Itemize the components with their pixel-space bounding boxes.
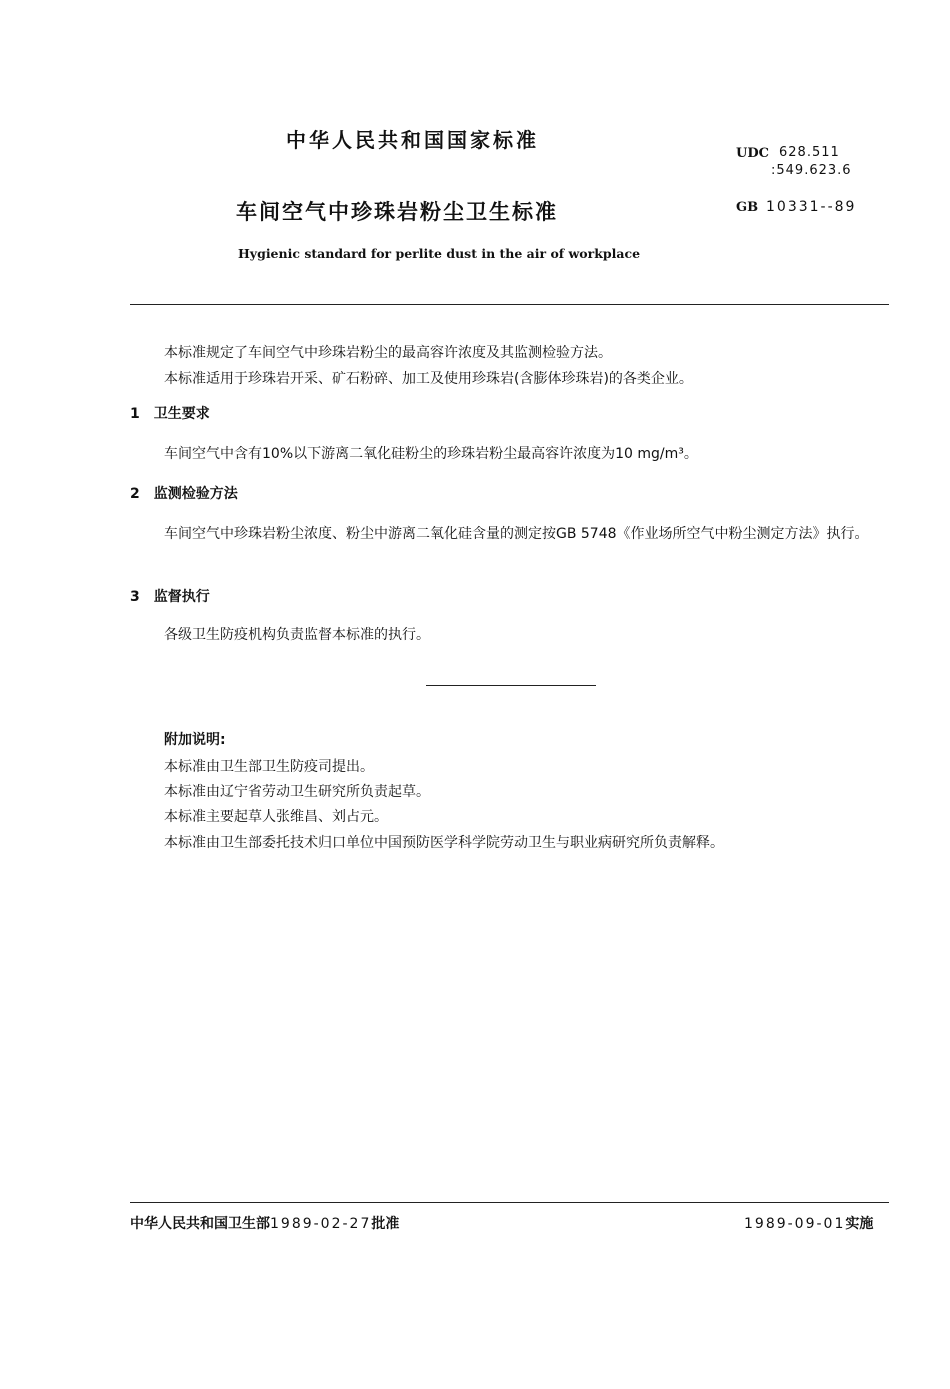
section-1-heading: 1 卫生要求 [130, 406, 210, 422]
top-divider [130, 304, 889, 305]
note-authors: 本标准主要起草人张维昌、刘占元。 [164, 809, 388, 825]
note-interpretation: 本标准由卫生部委托技术归口单位中国预防医学科学院劳动卫生与职业病研究所负责解释。 [164, 835, 724, 851]
gb-label: GB [736, 200, 759, 215]
footer-approval [130, 1213, 399, 1233]
footer-effective [744, 1213, 873, 1233]
section-2-heading: 2 监测检验方法 [130, 486, 238, 502]
english-title: Hygienic standard for perlite dust in the air of workplace [238, 246, 641, 261]
note-drafter: 本标准由辽宁省劳动卫生研究所负责起草。 [164, 784, 430, 800]
section-end-divider [426, 685, 596, 686]
udc-code-line2: :549.623.6 [771, 163, 852, 178]
national-standard-heading: 中华人民共和国国家标准 [286, 128, 539, 152]
section-3-body: 各级卫生防疫机构负责监督本标准的执行。 [164, 627, 430, 643]
notes-heading: 附加说明: [164, 732, 226, 748]
gb-number: 10331--89 [766, 199, 857, 215]
footer-approval-date: 1989-02-27 [270, 1216, 372, 1232]
intro-paragraph-applicability: 本标准适用于珍珠岩开采、矿石粉碎、加工及使用珍珠岩(含膨体珍珠岩)的各类企业。 [164, 371, 693, 387]
intro-paragraph-scope: 本标准规定了车间空气中珍珠岩粉尘的最高容许浓度及其监测检验方法。 [164, 345, 612, 361]
section-2-body: 车间空气中珍珠岩粉尘浓度、粉尘中游离二氧化硅含量的测定按GB 5748《作业场所空气中粉尘测定方法》执行。 [164, 526, 869, 542]
footer-effective-suffix: 实施 [845, 1216, 874, 1232]
udc-code-line1: 628.511 [779, 145, 840, 160]
footer-approval-suffix: 批准 [371, 1216, 400, 1232]
footer-effective-date: 1989-09-01 [744, 1216, 846, 1232]
udc-label: UDC [736, 146, 769, 161]
section-1-body: 车间空气中含有10%以下游离二氧化硅粉尘的珍珠岩粉尘最高容许浓度为10 mg/m³。 [164, 446, 698, 462]
footer-divider [130, 1202, 889, 1203]
note-proposer: 本标准由卫生部卫生防疫司提出。 [164, 759, 374, 775]
document-title: 车间空气中珍珠岩粉尘卫生标准 [236, 200, 558, 224]
section-3-heading: 3 监督执行 [130, 589, 210, 605]
footer-approver: 中华人民共和国卫生部 [130, 1216, 270, 1232]
